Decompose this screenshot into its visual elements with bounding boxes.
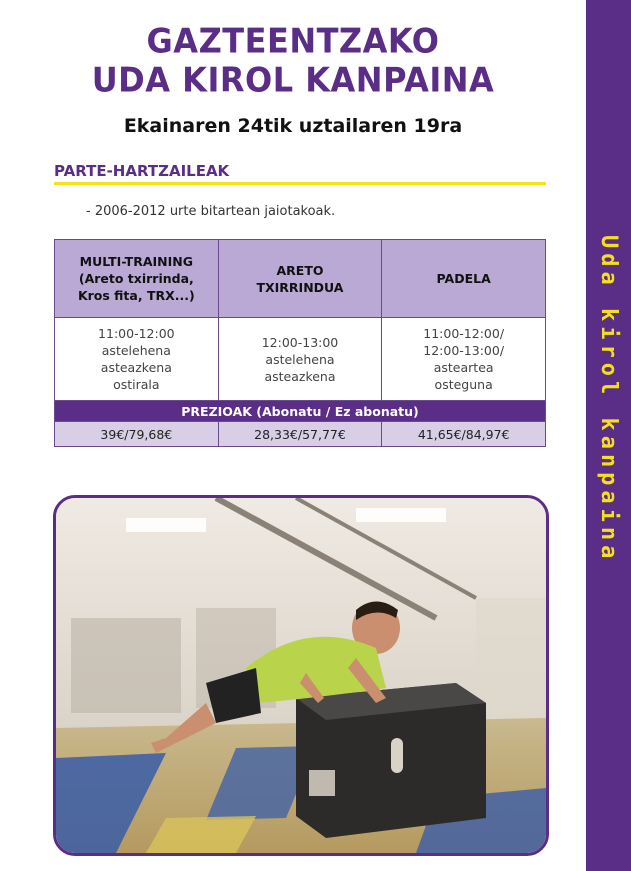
schedule-line: 12:00-13:00/: [423, 343, 505, 358]
section-divider: [54, 182, 546, 185]
title-line-2: UDA KIROL KANPAINA: [91, 59, 495, 100]
sidebar-band: [586, 0, 631, 871]
schedule-line: osteguna: [434, 377, 493, 392]
schedule-line: asteartea: [433, 360, 494, 375]
schedule-cell-padela: [382, 318, 546, 401]
table-row-schedule: [55, 318, 546, 401]
table-header-row: [55, 240, 546, 318]
prices-header-cell: PREZIOAK (Abonatu / Ez abonatu): [55, 401, 546, 422]
schedule-line: astelehena: [265, 351, 335, 367]
header-line: TXIRRINDUA: [256, 279, 344, 295]
section-title-participants: PARTE-HARTZAILEAK: [54, 162, 230, 180]
schedule-line: asteazkena: [264, 368, 336, 384]
price-cell-padela: 41,65€/84,97€: [382, 422, 546, 447]
schedule-line: 11:00-12:00: [98, 326, 175, 341]
header-line: ARETO: [276, 262, 324, 278]
schedule-line: ostirala: [113, 377, 160, 392]
table-row-prices: [55, 422, 546, 447]
header-line: PADELA: [436, 271, 491, 286]
eligibility-bullet: - 2006-2012 urte bitartean jaiotakoak.: [86, 204, 336, 219]
gym-photo: [53, 495, 549, 856]
schedule-line: 11:00-12:00/: [423, 326, 505, 341]
column-header-areto-txirrindua: [218, 240, 382, 318]
table-row-prices-header: [55, 401, 546, 422]
date-range-subtitle: Ekainaren 24tik uztailaren 19ra: [123, 115, 463, 137]
schedule-cell-areto-txirrindua: [218, 318, 382, 401]
schedule-line: 12:00-13:00: [261, 334, 339, 350]
column-header-multi-training: [55, 240, 219, 318]
gym-photo-illustration: [56, 498, 546, 853]
page-title: [0, 22, 586, 100]
schedule-line: astelehena: [101, 343, 171, 358]
header-line: (Areto txirrinda,: [78, 271, 194, 286]
sidebar-vertical-text: Uda kirol kanpaina: [596, 235, 621, 564]
schedule-cell-multi-training: [55, 318, 219, 401]
title-line-1: GAZTEENTZAKO: [146, 21, 440, 61]
price-cell-areto-txirrindua: 28,33€/57,77€: [218, 422, 382, 447]
column-header-padela: [382, 240, 546, 318]
schedule-line: asteazkena: [100, 360, 172, 375]
price-cell-multi-training: 39€/79,68€: [55, 422, 219, 447]
schedule-table: [54, 239, 546, 447]
header-line: Kros fita, TRX...): [77, 288, 195, 303]
header-line: MULTI-TRAINING: [79, 254, 193, 269]
